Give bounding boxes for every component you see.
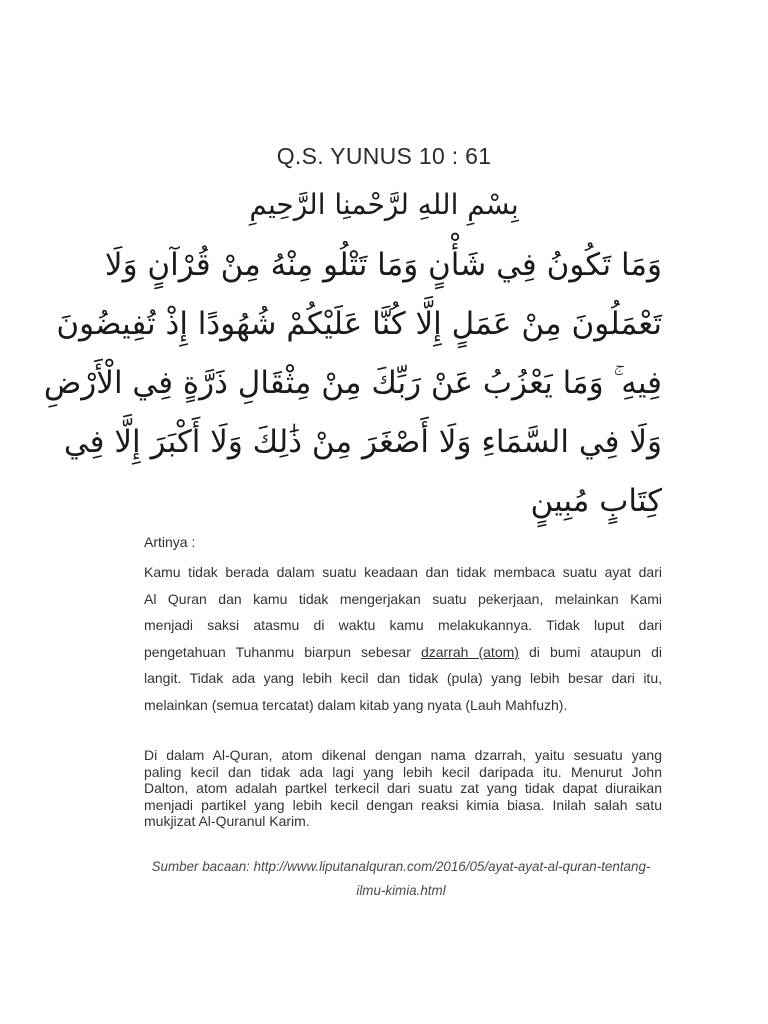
verse-line: وَمَا تَكُونُ فِي شَأْنٍ وَمَا تَتْلُو مِنْهُ مِنْ قُرْآنٍ وَلَا [104,247,662,283]
translation-text: di bumi ataupun di [518,643,662,660]
paragraph-line: paling kecil dan tidak ada lagi yang lebih kecil daripada itu. Menurut John [144,763,662,780]
explanation-paragraph [144,747,662,830]
translation-line [144,639,662,666]
translation-line: menjadi saksi atasmu di waktu kamu melakukannya. Tidak luput dari [144,617,662,634]
source-line: Sumber bacaan: http://www.liputanalquran.com/2016/05/ayat-ayat-al-quran-tentang- [151,859,651,874]
paragraph-line: menjadi partikel yang lebih kecil dengan reaksi kimia biasa. Inilah salah satu [144,796,662,813]
paragraph-line: mukjizat Al-Quranul Karim. [144,813,310,830]
source-citation [140,855,662,903]
verse-line: فِيهِ ۚ وَمَا يَعْزُبُ عَنْ رَبِّكَ مِنْ مِثْقَالِ ذَرَّةٍ فِي الْأَرْضِ [43,365,662,401]
verse-line: كِتَابٍ مُبِينٍ [530,483,662,519]
translation-line: Kamu tidak berada dalam suatu keadaan dan tidak membaca suatu ayat dari [144,564,662,580]
translation-label: Artinya : [144,534,196,550]
source-line: ilmu-kimia.html [356,883,446,898]
translation-line: Al Quran dan kamu tidak mengerjakan suatu pekerjaan, melainkan Kami [144,590,662,607]
verse-line: تَعْمَلُونَ مِنْ عَمَلٍ إِلَّا كُنَّا عَلَيْكُمْ شُهُودًا إِذْ تُفِيضُونَ [56,306,662,342]
paragraph-line: Di dalam Al-Quran, atom dikenal dengan nama dzarrah, yaitu sesuatu yang [144,747,662,763]
arabic-verse [43,236,662,531]
translation-paragraph [144,559,662,719]
verse-line: وَلَا فِي السَّمَاءِ وَلَا أَصْغَرَ مِنْ ذَٰلِكَ وَلَا أَكْبَرَ إِلَّا فِي [63,424,662,460]
basmala-text: بِسْمِ اللهِ لرَّحْمنِا الرَّحِيمِ [249,188,519,221]
dzarrah-link[interactable]: dzarrah (atom) [420,643,519,660]
translation-line: langit. Tidak ada yang lebih kecil dan tidak (pula) yang lebih besar dari itu, [144,670,662,687]
page-title: Q.S. YUNUS 10 : 61 [276,143,492,169]
translation-text: pengetahuan Tuhanmu biarpun sebesar [144,643,421,660]
paragraph-line: Dalton, atom adalah partkel terkecil dari suatu zat yang tidak dapat diuraikan [144,780,662,797]
translation-line: melainkan (semua tercatat) dalam kitab yang nyata (Lauh Mahfuzh). [144,696,568,713]
